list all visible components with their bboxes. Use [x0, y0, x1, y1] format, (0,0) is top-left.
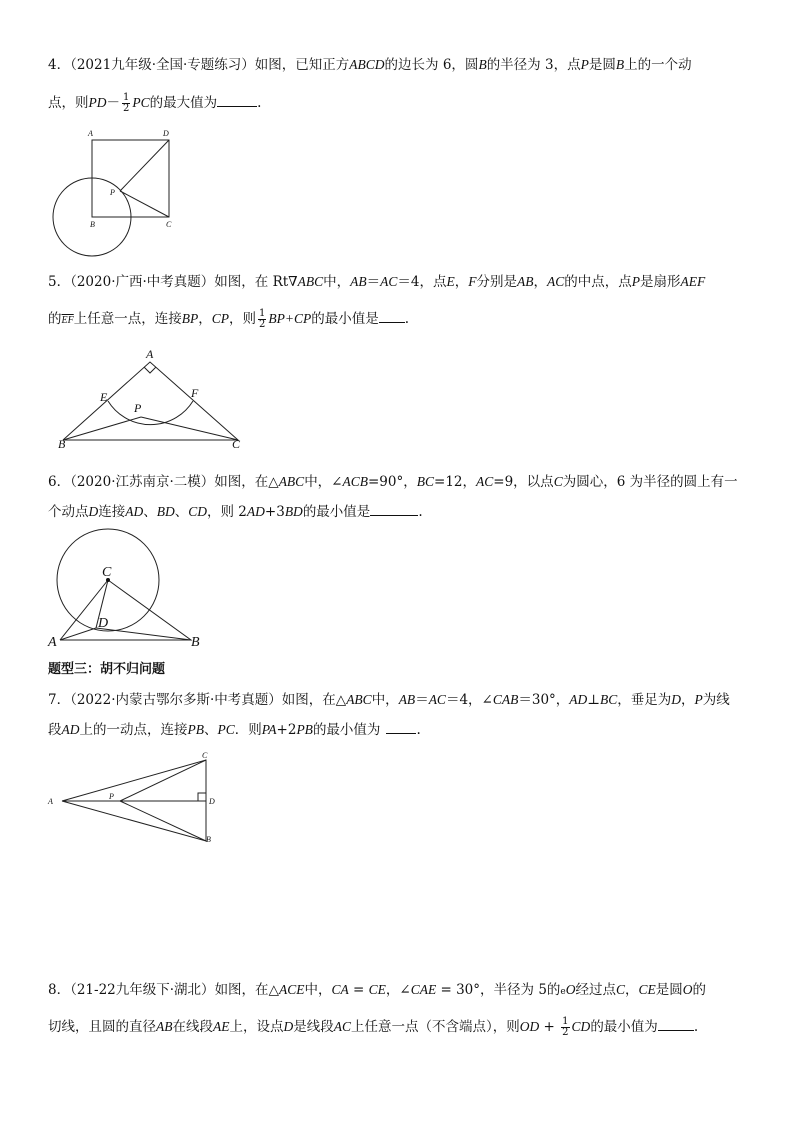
q5-label-f: F: [191, 386, 199, 400]
q6-number: 6．: [48, 474, 71, 490]
q8-answer-blank[interactable]: [658, 1016, 694, 1031]
q5-figure: [48, 342, 258, 454]
q6-label-b: B: [191, 635, 200, 650]
q6-answer-blank[interactable]: [370, 501, 418, 516]
q5-triangle: [63, 362, 238, 440]
q7-line-1: 7．（2022·内蒙古鄂尔多斯·中考真题）如图，在△ABC中，AB＝AC＝4，∠CAB＝30°，AD⊥BC，垂足为D，P为线: [48, 692, 730, 708]
q7-label-a: A: [48, 797, 53, 806]
q4-label-p: P: [110, 188, 115, 197]
q5-number: 5．: [48, 274, 71, 290]
q6-source: （2020·江苏南京·二模）: [70, 474, 215, 490]
q5-answer-blank[interactable]: [379, 308, 405, 323]
q4-label-c: C: [166, 220, 172, 229]
q5-arc-ef: $\overline{EF}$: [61, 315, 74, 326]
q4-fraction: $\frac{1}{2}$: [123, 92, 130, 114]
q8-source: （21-22九年级下·湖北）: [70, 982, 215, 998]
q6-label-a: A: [48, 635, 57, 650]
q5-line-1: 5．（2020·广西·中考真题）如图，在 Rt∇ABC中，AB＝AC＝4，点E，F分别是AB，AC的中点，点P是扇形AEF: [48, 274, 706, 290]
q8-fraction: $\frac{1}{2}$: [562, 1016, 569, 1038]
q4-answer-blank[interactable]: [217, 92, 257, 107]
q4-line-2: 点，则PD－ $\frac{1}{2}$ PC的最大值为 .: [48, 92, 262, 114]
q6-label-d: D: [98, 616, 109, 631]
q5-segment-bp: [63, 417, 141, 440]
q5-right-angle: [144, 367, 156, 373]
q5-label-p: P: [134, 401, 142, 415]
q7-right-angle: [198, 793, 206, 801]
q4-label-a: A: [88, 129, 93, 138]
q6-line-1: 6．（2020·江苏南京·二模）如图，在△ABC中，∠ACB=90°，BC=12，AC=9，以点C为圆心，6 为半径的圆上有一: [48, 474, 738, 490]
q5-label-b: B: [58, 437, 66, 451]
q5-label-e: E: [100, 390, 108, 404]
q5-label-c: C: [232, 437, 241, 451]
q5-arc: [108, 401, 193, 425]
q5-fraction: $\frac{1}{2}$: [258, 308, 266, 330]
q7-label-p: P: [109, 792, 114, 801]
q4-label-d: D: [163, 129, 169, 138]
q6-triangle: [60, 580, 191, 640]
q6-label-c: C: [102, 565, 112, 580]
q7-figure: [44, 748, 224, 848]
q5-source: （2020·广西·中考真题）: [70, 274, 215, 290]
q5-segment-cp: [141, 417, 238, 440]
q6-line-2: 个动点D连接AD、BD、CD，则 2AD+3BD的最小值是 .: [48, 501, 753, 522]
q5-label-a: A: [146, 347, 154, 361]
q8-line-2: 切线，且圆的直径AB在线段AE上，设点D是线段AC上任意一点（不含端点），则OD + $\frac{1}{2}$ CD的最小值为 .: [48, 1016, 699, 1038]
q5-line-2: 的$\overline{EF}$上任意一点，连接BP，CP，则 $\frac{1}{2}$ BP+CP的最小值是 .: [48, 308, 410, 330]
q7-label-c: C: [202, 751, 208, 760]
q7-line-2: 段AD上的一动点，连接PB、PC．则PA+2PB的最小值为 .: [48, 719, 753, 740]
section-heading: 题型三：胡不归问题: [48, 662, 166, 677]
q7-number: 7．: [48, 692, 71, 708]
q4-figure: [48, 125, 188, 260]
q8-line-1: 8．（21-22九年级下·湖北）如图，在△ACE中，CA = CE，∠CAE = 30°，半径为 5的eO经过点C，CE是圆O的: [48, 982, 707, 998]
q4-segment-pc: [120, 191, 169, 217]
q8-number: 8．: [48, 982, 71, 998]
q4-label-b: B: [90, 220, 95, 229]
q7-label-d: D: [209, 797, 215, 806]
q7-label-b: B: [206, 835, 211, 844]
q4-number: 4．: [48, 57, 71, 73]
q4-segment-pd: [120, 140, 169, 191]
q4-line-1: 4．（2021九年级·全国·专题练习）如图，已知正方ABCD的边长为 6，圆B的半径为 3，点P是圆B上的一个动: [48, 57, 692, 73]
q6-figure: [48, 528, 208, 648]
q7-source: （2022·内蒙古鄂尔多斯·中考真题）: [70, 692, 282, 708]
q4-source: （2021九年级·全国·专题练习）: [70, 57, 255, 73]
q7-answer-blank[interactable]: [386, 719, 416, 734]
